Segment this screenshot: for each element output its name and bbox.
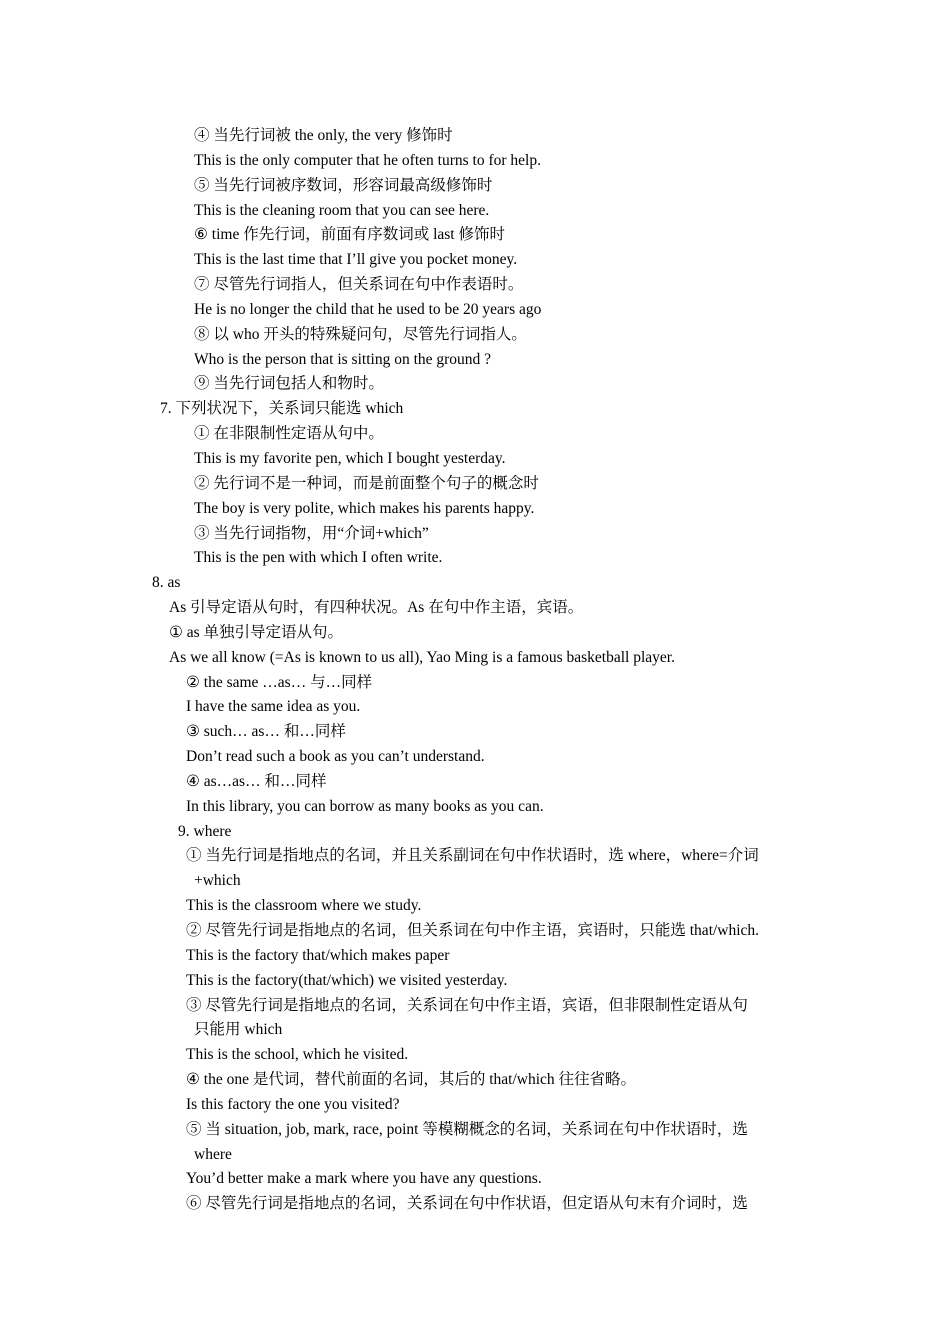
text-line: ① as 单独引导定语从句。 <box>169 623 344 641</box>
text-line: This is the factory(that/which) we visited yesterday. <box>186 971 508 989</box>
text-line: ③ 当先行词指物，用“介词+which” <box>194 524 429 542</box>
text-line: He is no longer the child that he used to be 20 years ago <box>194 300 542 318</box>
text-line: ② the same …as… 与…同样 <box>186 673 373 691</box>
text-line: As we all know (=As is known to us all), Yao Ming is a famous basketball player. <box>169 648 675 666</box>
text-line: 只能用 which <box>194 1021 283 1039</box>
text-line: ④ as…as… 和…同样 <box>186 772 327 790</box>
text-line: ⑦ 尽管先行词指人，但关系词在句中作表语时。 <box>194 276 524 294</box>
text-line: +which <box>194 872 241 890</box>
text-line: 7. 下列状况下，关系词只能选 which <box>160 400 404 418</box>
text-line: This is the classroom where we study. <box>186 897 422 915</box>
text-line: ③ such… as… 和…同样 <box>186 723 346 741</box>
text-line: The boy is very polite, which makes his parents happy. <box>194 499 535 517</box>
text-line: Is this factory the one you visited? <box>186 1095 400 1113</box>
text-line: As 引导定语从句时，有四种状况。As 在句中作主语，宾语。 <box>169 599 584 617</box>
text-line: where <box>194 1145 232 1163</box>
text-line: ⑤ 当先行词被序数词，形容词最高级修饰时 <box>194 176 493 194</box>
text-line: Don’t read such a book as you can’t understand. <box>186 748 485 766</box>
text-line: This is the school, which he visited. <box>186 1046 409 1064</box>
text-line: ③ 尽管先行词是指地点的名词，关系词在句中作主语，宾语，但非限制性定语从句 <box>186 996 748 1014</box>
text-line: ④ 当先行词被 the only, the very 修饰时 <box>194 127 453 144</box>
text-line: This is the only computer that he often turns to for help. <box>194 151 541 169</box>
text-line: ① 当先行词是指地点的名词，并且关系副词在句中作状语时，选 where，where=介词 <box>186 847 759 865</box>
text-line: ⑥ time 作先行词，前面有序数词或 last 修饰时 <box>194 226 505 244</box>
text-line: This is the factory that/which makes paper <box>186 946 450 964</box>
text-line: In this library, you can borrow as many books as you can. <box>186 797 544 815</box>
text-line: ⑥ 尽管先行词是指地点的名词，关系词在句中作状语，但定语从句末有介词时，选 <box>186 1195 748 1213</box>
text-line: Who is the person that is sitting on the ground ? <box>194 350 492 368</box>
text-line: 8. as <box>152 574 181 592</box>
text-line: This is the cleaning room that you can see here. <box>194 201 490 219</box>
text-line: 9. where <box>178 822 232 840</box>
text-line: ② 尽管先行词是指地点的名词，但关系词在句中作主语，宾语时，只能选 that/which. <box>186 922 760 939</box>
text-line: This is the last time that I’ll give you pocket money. <box>194 251 518 269</box>
text-line: ⑨ 当先行词包括人和物时。 <box>194 375 384 393</box>
document-page <box>0 124 950 1217</box>
text-line: ① 在非限制性定语从句中。 <box>194 425 384 443</box>
text-line: This is my favorite pen, which I bought yesterday. <box>194 449 506 467</box>
text-line: This is the pen with which I often write. <box>194 549 443 567</box>
text-line: ⑤ 当 situation, job, mark, race, point 等模糊概念的名词，关系词在句中作状语时，选 <box>186 1120 748 1138</box>
text-line: I have the same idea as you. <box>186 698 361 716</box>
text-line: You’d better make a mark where you have any questions. <box>186 1170 542 1188</box>
text-line: ② 先行词不是一种词，而是前面整个句子的概念时 <box>194 474 539 492</box>
text-line: ⑧ 以 who 开头的特殊疑问句，尽管先行词指人。 <box>194 325 527 343</box>
text-line: ④ the one 是代词，替代前面的名词，其后的 that/which 往往省略。 <box>186 1071 637 1089</box>
